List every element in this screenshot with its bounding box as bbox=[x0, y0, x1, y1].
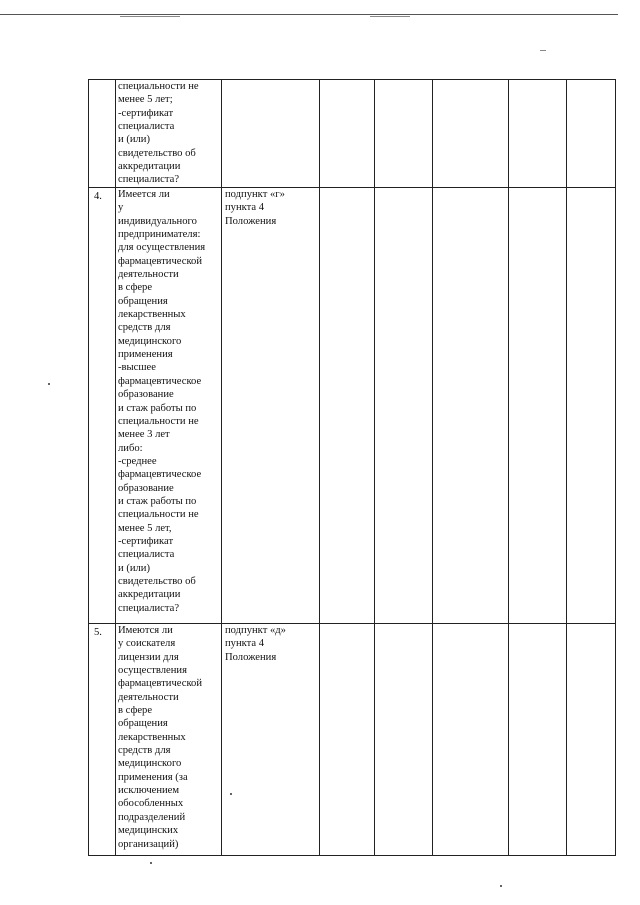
answer-cell bbox=[320, 624, 375, 856]
question-line: аккредитации bbox=[118, 589, 181, 601]
question-line: образование bbox=[118, 482, 174, 494]
answer-cell bbox=[375, 80, 433, 188]
question-line: специальности не bbox=[118, 81, 199, 92]
question-line: медицинского bbox=[118, 335, 182, 347]
question-line: -сертификат bbox=[118, 535, 174, 547]
table-row bbox=[89, 80, 616, 188]
question-line: фармацевтическое bbox=[118, 375, 202, 387]
question-line: организаций) bbox=[118, 838, 179, 850]
reference-line: Положения bbox=[225, 651, 277, 663]
answer-cell bbox=[567, 624, 616, 856]
question-line: у соискателя bbox=[118, 638, 176, 650]
question-line: обособленных bbox=[118, 798, 184, 810]
question-line: медицинских bbox=[118, 825, 179, 837]
question-line: применения bbox=[118, 349, 173, 361]
question-line: специалиста? bbox=[118, 174, 180, 186]
question-cell bbox=[116, 80, 222, 188]
question-line: медицинского bbox=[118, 758, 182, 770]
answer-cell bbox=[320, 80, 375, 188]
question-line: Имеется ли bbox=[118, 189, 170, 200]
question-line: свидетельство об bbox=[118, 575, 196, 587]
reference-line: подпункт «д» bbox=[225, 625, 286, 636]
question-line: специальности не bbox=[118, 509, 199, 521]
answer-cell bbox=[433, 80, 509, 188]
question-line: лицензии для bbox=[118, 651, 179, 663]
scan-artifact bbox=[540, 50, 546, 51]
question-cell bbox=[116, 624, 222, 856]
question-line: менее 3 лет bbox=[118, 429, 170, 441]
answer-cell bbox=[509, 188, 567, 624]
answer-cell bbox=[433, 624, 509, 856]
question-line: индивидуального bbox=[118, 215, 197, 227]
question-line: и стаж работы по bbox=[118, 495, 197, 507]
question-line: деятельности bbox=[118, 691, 179, 703]
question-line: образование bbox=[118, 389, 174, 401]
question-line: предпринимателя: bbox=[118, 229, 201, 241]
question-line: фармацевтической bbox=[118, 255, 203, 267]
question-line: специалиста bbox=[118, 549, 175, 561]
answer-cell bbox=[320, 188, 375, 624]
question-line: лекарственных bbox=[118, 309, 186, 321]
answer-cell bbox=[567, 80, 616, 188]
question-line: применения (за bbox=[118, 771, 188, 783]
question-line: менее 5 лет, bbox=[118, 522, 172, 534]
question-line: специальности не bbox=[118, 415, 199, 427]
question-line: -сертификат bbox=[118, 107, 174, 119]
question-line: специалиста? bbox=[118, 602, 180, 614]
question-line: в сфере bbox=[118, 282, 153, 294]
question-line: у bbox=[118, 202, 124, 214]
question-line: аккредитации bbox=[118, 161, 181, 173]
answer-cell bbox=[375, 624, 433, 856]
reference-cell bbox=[222, 188, 320, 624]
table-row bbox=[89, 624, 616, 856]
question-line: подразделений bbox=[118, 811, 186, 823]
question-line: и (или) bbox=[118, 562, 150, 574]
reference-line: пункта 4 bbox=[225, 638, 265, 650]
scan-speck bbox=[48, 383, 50, 385]
reference-cell bbox=[222, 80, 320, 188]
answer-cell bbox=[509, 624, 567, 856]
row-number-cell: 4. bbox=[89, 188, 116, 624]
answer-cell bbox=[433, 188, 509, 624]
table-row bbox=[89, 188, 616, 624]
question-line: осуществления bbox=[118, 665, 187, 677]
scan-top-border bbox=[0, 14, 618, 15]
question-line: исключением bbox=[118, 785, 180, 797]
question-line: Имеются ли bbox=[118, 625, 173, 636]
question-line: лекарственных bbox=[118, 731, 186, 743]
question-line: для осуществления bbox=[118, 242, 206, 254]
question-line: либо: bbox=[118, 442, 143, 454]
answer-cell bbox=[375, 188, 433, 624]
scan-artifact bbox=[370, 16, 410, 17]
question-line: менее 5 лет; bbox=[118, 94, 173, 106]
reference-line: подпункт «г» bbox=[225, 189, 285, 200]
question-line: -высшее bbox=[118, 362, 156, 374]
question-line: -среднее bbox=[118, 455, 157, 467]
reference-line: пункта 4 bbox=[225, 202, 265, 214]
question-line: специалиста bbox=[118, 121, 175, 133]
question-cell bbox=[116, 188, 222, 624]
question-line: средств для bbox=[118, 322, 171, 334]
question-line: обращения bbox=[118, 295, 168, 307]
scan-artifact bbox=[120, 16, 180, 17]
question-line: в сфере bbox=[118, 705, 153, 717]
question-line: фармацевтической bbox=[118, 678, 203, 690]
scan-speck bbox=[500, 885, 502, 887]
question-line: и стаж работы по bbox=[118, 402, 197, 414]
question-line: деятельности bbox=[118, 269, 179, 281]
question-line: свидетельство об bbox=[118, 147, 196, 159]
question-line: фармацевтическое bbox=[118, 469, 202, 481]
answer-cell bbox=[567, 188, 616, 624]
checklist-table bbox=[88, 79, 616, 856]
row-number-cell bbox=[89, 80, 116, 188]
row-number-cell: 5. bbox=[89, 624, 116, 856]
scan-speck bbox=[150, 862, 152, 864]
question-line: обращения bbox=[118, 718, 168, 730]
reference-line: Положения bbox=[225, 215, 277, 227]
question-line: средств для bbox=[118, 745, 171, 757]
reference-cell bbox=[222, 624, 320, 856]
answer-cell bbox=[509, 80, 567, 188]
question-line: и (или) bbox=[118, 134, 150, 146]
